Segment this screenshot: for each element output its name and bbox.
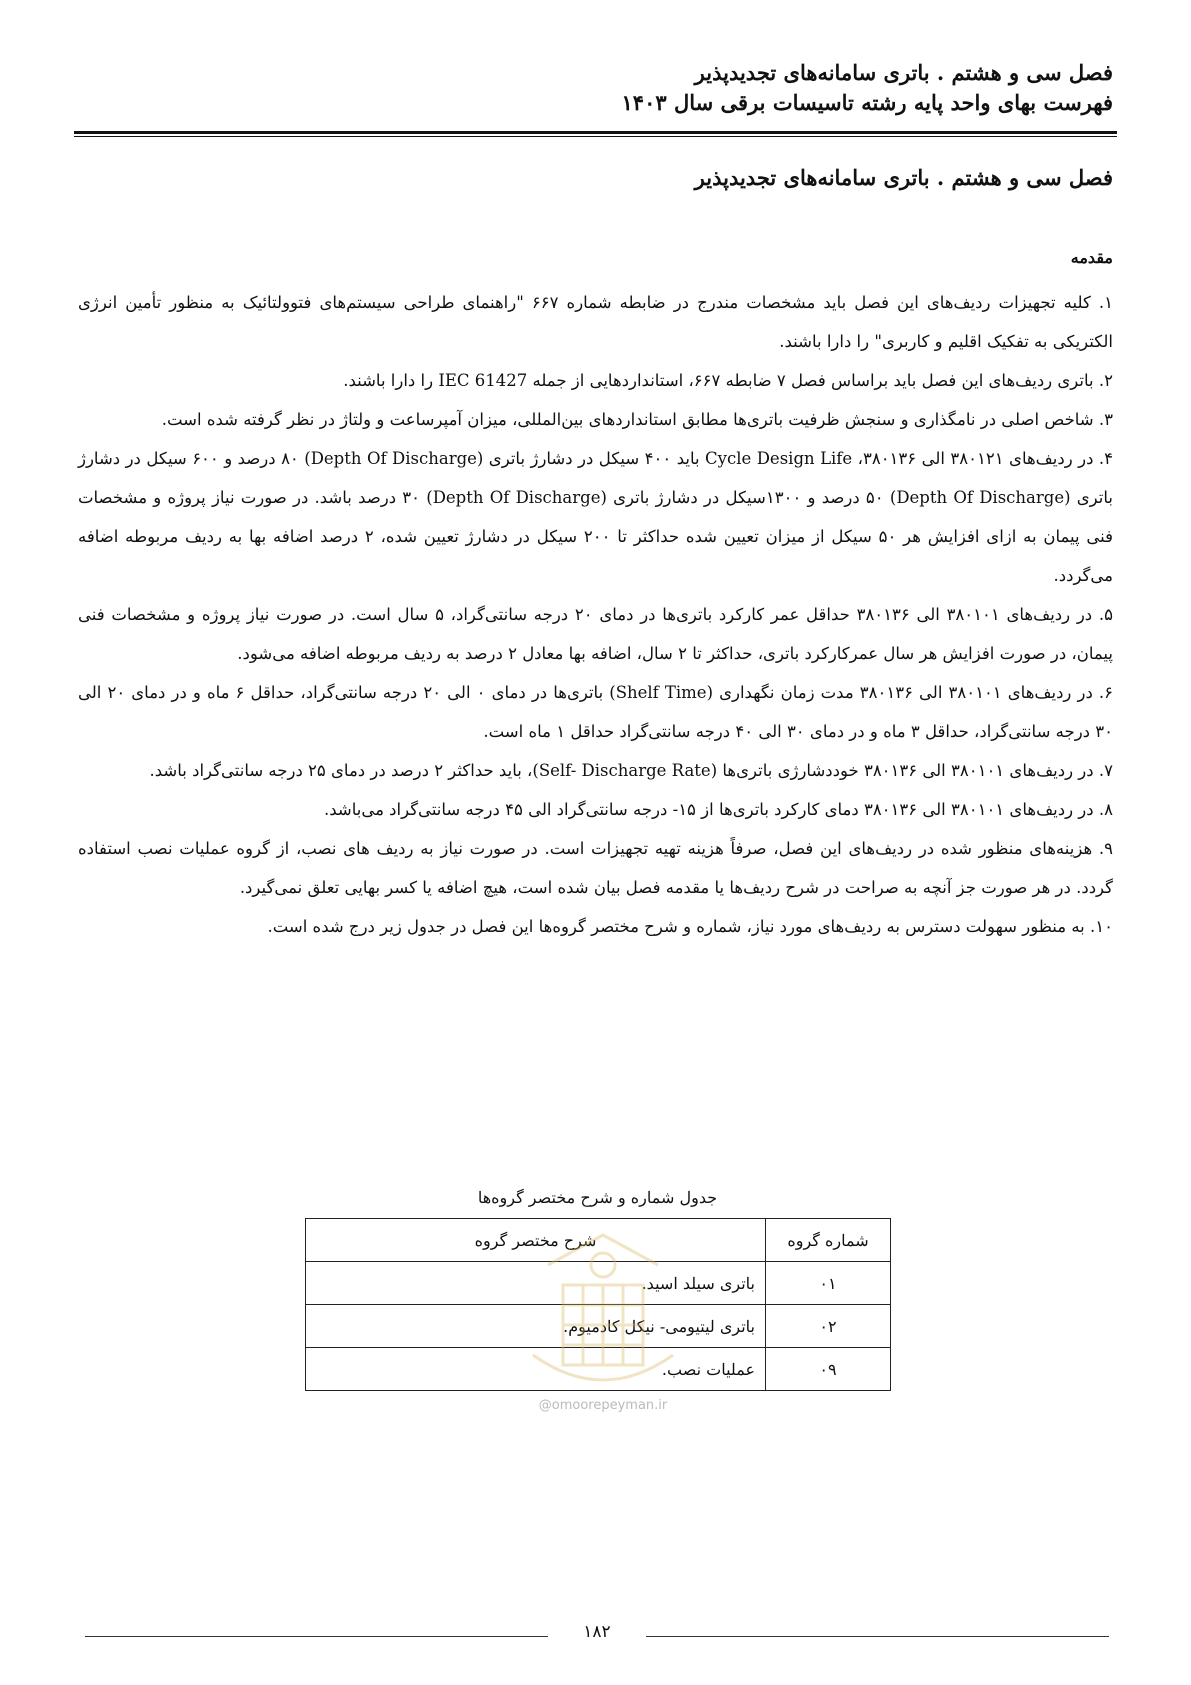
- header-group-description: شرح مختصر گروه: [306, 1219, 766, 1262]
- page-number: ۱۸۲: [583, 1622, 611, 1642]
- header-chapter-line: فصل سی و هشتم . باتری سامانه‌های تجدیدپذیر: [694, 60, 1113, 85]
- paragraph-6: ۶. در ردیف‌های ۳۸۰۱۰۱ الی ۳۸۰۱۳۶ مدت زمان نگهداری (Shelf Time) باتری‌ها در دمای ۰ الی ۲۰ درجه سانتی‌گراد، حداقل ۶ ماه و در دمای ۲۰ الی ۳۰ درجه سانتی‌گراد، حداقل ۳ ماه و در دمای ۳۰ الی ۴۰ درجه سانتی‌گراد حداقل ۱ ماه است.: [78, 683, 1114, 741]
- chapter-title: فصل سی و هشتم . باتری سامانه‌های تجدیدپذیر: [694, 165, 1113, 190]
- group-number-cell: ۰۱: [766, 1262, 891, 1305]
- footer-rule-right: [646, 1636, 1109, 1637]
- group-number-cell: ۰۲: [766, 1305, 891, 1348]
- page-header: [78, 58, 1113, 118]
- paragraph-7: ۷. در ردیف‌های ۳۸۰۱۰۱ الی ۳۸۰۱۳۶ خوددشارژی باتری‌ها (Self- Discharge Rate)، باید حداکثر ۲ درصد در دمای ۲۵ درجه سانتی‌گراد باشد.: [149, 761, 1113, 780]
- header-price-list-line: فهرست بهای واحد پایه رشته تاسیسات برقی سال ۱۴۰۳: [621, 90, 1113, 115]
- paragraph-5: ۵. در ردیف‌های ۳۸۰۱۰۱ الی ۳۸۰۱۳۶ حداقل عمر کارکرد باتری‌ها در دمای ۲۰ درجه سانتی‌گراد، ۵ سال است. در صورت نیاز پروژه و مشخصات فنی پیمان، در صورت افزایش هر سال عمرکارکرد باتری، حداکثر تا ۲ سال، اضافه بها معادل ۲ درصد به ردیف مربوطه اضافه می‌شود.: [78, 605, 1114, 663]
- group-description-cell: باتری سیلد اسید.: [306, 1262, 766, 1305]
- paragraph-4: ۴. در ردیف‌های ۳۸۰۱۲۱ الی ۳۸۰۱۳۶، Cycle Design Life باید ۴۰۰ سیکل در دشارژ باتری (Depth Of Discharge) ۸۰ درصد و ۶۰۰ سیکل در دشارژ باتری (Depth Of Discharge) ۵۰ درصد و ۱۳۰۰سیکل در دشارژ باتری (Depth Of Discharge) ۳۰ درصد باشد. در صورت نیاز پروژه و مشخصات فنی پیمان به ازای افزایش هر ۵۰ سیکل از میزان تعیین شده حداکثر تا ۲۰۰ سیکل در دشارژ تعیین شده، ۲ درصد اضافه بها به ردیف مربوطه اضافه می‌گردد.: [78, 449, 1114, 585]
- paragraph-2: ۲. باتری ردیف‌های این فصل باید براساس فصل ۷ ضابطه ۶۶۷، استانداردهایی از جمله IEC 61427 را دارا باشند.: [343, 371, 1113, 390]
- paragraph-8: ۸. در ردیف‌های ۳۸۰۱۰۱ الی ۳۸۰۱۳۶ دمای کارکرد باتری‌ها از ۱۵- درجه سانتی‌گراد الی ۴۵ درجه سانتی‌گراد می‌باشد.: [323, 800, 1113, 819]
- header-rule-thin: [74, 136, 1117, 137]
- table-caption: جدول شماره و شرح مختصر گروه‌ها: [477, 1188, 718, 1207]
- header-group-number: شماره گروه: [766, 1219, 891, 1262]
- introduction-body: [78, 283, 1113, 946]
- watermark-text: @omoorepeyman.ir: [538, 1398, 668, 1413]
- footer-rule-left: [85, 1636, 548, 1637]
- group-number-cell: ۰۹: [766, 1348, 891, 1391]
- paragraph-3: ۳. شاخص اصلی در نامگذاری و سنجش ظرفیت باتری‌ها مطابق استانداردهای بین‌المللی، میزان آمپرساعت و ولتاژ در نظر گرفته شده است.: [161, 410, 1113, 429]
- paragraph-10: ۱۰. به منظور سهولت دسترس به ردیف‌های مورد نیاز، شماره و شرح مختصر گروه‌ها این فصل در جدول زیر درج شده است.: [267, 917, 1113, 936]
- paragraph-9: ۹. هزینه‌های منظور شده در ردیف‌های این فصل، صرفاً هزینه تهیه تجهیزات است. در صورت نیاز به ردیف های نصب، از گروه عملیات نصب استفاده گردد. در هر صورت جز آنچه به صراحت در شرح ردیف‌ها یا مقدمه فصل بیان شده است، هیچ اضافه یا کسر بهایی تعلق نمی‌گیرد.: [78, 839, 1113, 897]
- watermark-logo: [503, 1205, 703, 1410]
- paragraph-1: ۱. کلیه تجهیزات ردیف‌های این فصل باید مشخصات مندرج در ضابطه شماره ۶۶۷ "راهنمای طراحی سیستم‌های فتوولتائیک به منظور تأمین انرژی الکتریکی به تفکیک اقلیم و کاربری" را دارا باشند.: [78, 293, 1113, 351]
- header-rule-thick: [74, 131, 1117, 134]
- group-description-cell: عملیات نصب.: [306, 1348, 766, 1391]
- group-description-cell: باتری لیتیومی- نیکل کادمیوم.: [306, 1305, 766, 1348]
- section-heading-introduction: مقدمه: [1070, 248, 1113, 267]
